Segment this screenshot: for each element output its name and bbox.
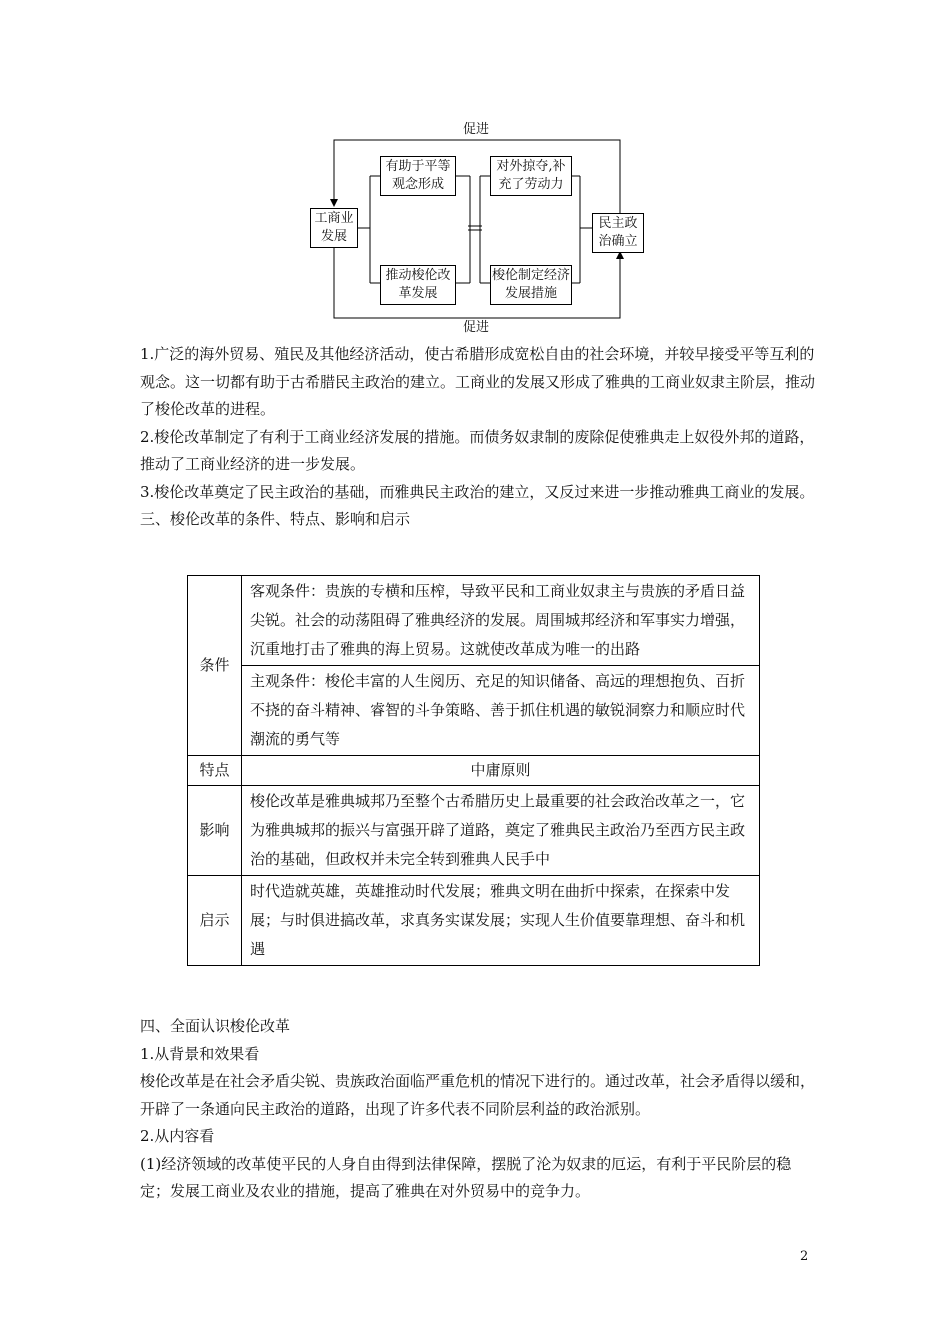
- cell-impact-label: 影响: [188, 786, 242, 876]
- paragraphs-section-2: [140, 1013, 820, 1206]
- cell-insight: 时代造就英雄，英雄推动时代发展；雅典文明在曲折中探索，在探索中发展；与时俱进搞改革，求真务实谋发展；实现人生价值要靠理想、奋斗和机遇: [242, 876, 760, 966]
- page-number: 2: [800, 1249, 809, 1264]
- box-economic-measures: 梭伦制定经济发展措施: [490, 265, 572, 305]
- section-heading-4: 四、全面认识梭伦改革: [140, 1017, 291, 1035]
- cell-objective: 客观条件：贵族的专横和压榨，导致平民和工商业奴隶主与贵族的矛盾日益尖锐。社会的动荡阻碍了雅典经济的发展。周围城邦经济和军事实力增强，沉重地打击了雅典的海上贸易。这就使改革成为唯一的出路: [242, 576, 760, 666]
- cell-condition-label: 条件: [188, 576, 242, 756]
- reform-table: [187, 575, 760, 966]
- box-promote-reform: 推动梭伦改革发展: [380, 265, 456, 305]
- cell-subjective: 主观条件：梭伦丰富的人生阅历、充足的知识储备、高远的理想抱负、百折不挠的奋斗精神、睿智的斗争策略、善于抓住机遇的敏锐洞察力和顺应时代潮流的勇气等: [242, 666, 760, 756]
- paragraph-3: 3.梭伦改革奠定了民主政治的基础，而雅典民主政治的建立，又反过来进一步推动雅典工商业的发展。: [140, 482, 815, 501]
- diagram-top-label: 促进: [462, 122, 489, 137]
- section-heading-3: 三、梭伦改革的条件、特点、影响和启示: [140, 510, 411, 528]
- table-row: [188, 576, 760, 666]
- cell-impact: 梭伦改革是雅典城邦乃至整个古希腊历史上最重要的社会政治改革之一，它为雅典城邦的振兴与富强开辟了道路，奠定了雅典民主政治乃至西方民主政治的基础，但政权并未完全转到雅典人民手中: [242, 786, 760, 876]
- paragraph-1: 1.广泛的海外贸易、殖民及其他经济活动，使古希腊形成宽松自由的社会环境，并较早接受平等互利的观念。这一切都有助于古希腊民主政治的建立。工商业的发展又形成了雅典的工商业奴隶主阶层，推动了梭伦改革的进程。: [140, 345, 816, 418]
- table-row: [188, 876, 760, 966]
- paragraph-background: 梭伦改革是在社会矛盾尖锐、贵族政治面临严重危机的情况下进行的。通过改革，社会矛盾得以缓和，开辟了一条通向民主政治的道路，出现了许多代表不同阶层利益的政治派别。: [140, 1072, 816, 1118]
- box-industry-commerce: 工商业发展: [310, 208, 358, 248]
- table-row: [188, 666, 760, 756]
- box-plunder: 对外掠夺,补充了劳动力: [490, 156, 572, 196]
- paragraph-2: 2.梭伦改革制定了有利于工商业经济发展的措施。而债务奴隶制的废除促使雅典走上奴役外邦的道路，推动了工商业经济的进一步发展。: [140, 427, 815, 473]
- box-equality: 有助于平等观念形成: [380, 156, 456, 196]
- cell-feature-label: 特点: [188, 756, 242, 786]
- cell-feature: 中庸原则: [242, 756, 760, 786]
- flow-diagram: [300, 118, 650, 340]
- subheading-content: 2.从内容看: [140, 1127, 215, 1145]
- diagram-bottom-label: 促进: [462, 320, 489, 335]
- paragraph-economic: (1)经济领域的改革使平民的人身自由得到法律保障，摆脱了沦为奴隶的厄运，有利于平民阶层的稳定；发展工商业及农业的措施，提高了雅典在对外贸易中的竞争力。: [140, 1154, 792, 1200]
- table-row: [188, 756, 760, 786]
- box-democracy: 民主政治确立: [592, 213, 644, 253]
- cell-insight-label: 启示: [188, 876, 242, 966]
- subheading-background: 1.从背景和效果看: [140, 1044, 260, 1063]
- paragraphs-section-1: [140, 341, 820, 534]
- table-row: [188, 786, 760, 876]
